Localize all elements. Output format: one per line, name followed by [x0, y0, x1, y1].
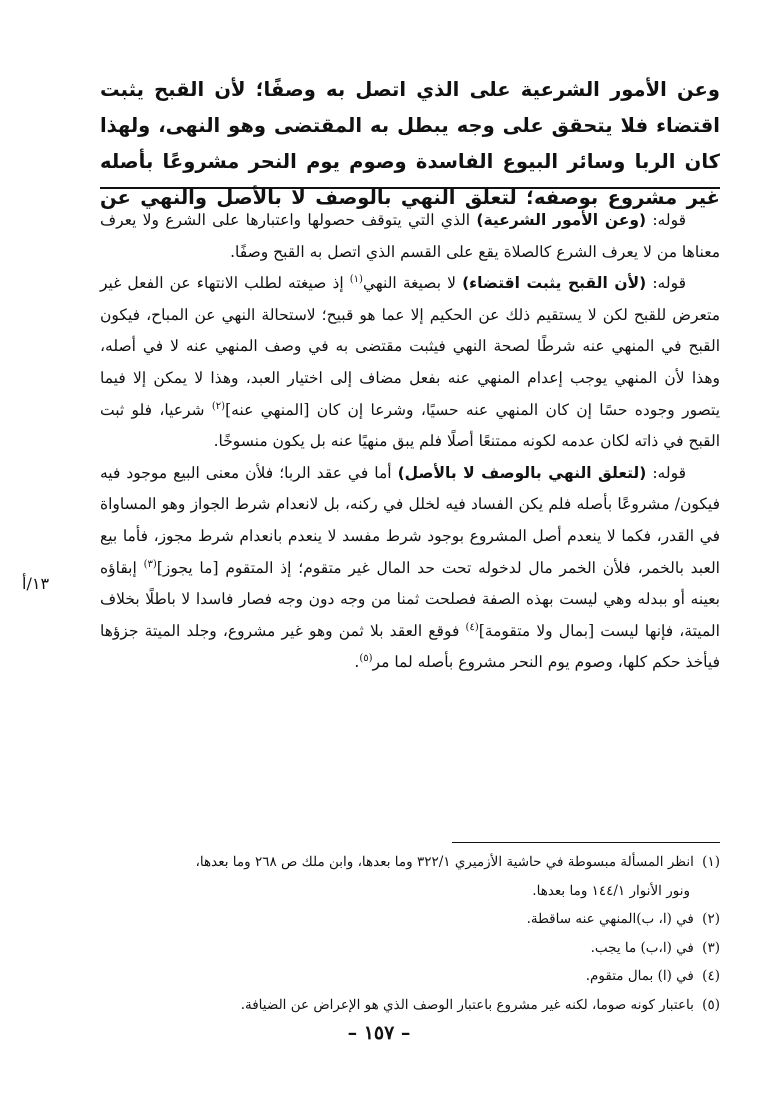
footnote-ref[interactable]: (٥)	[359, 653, 373, 665]
qawluh-label: قوله:	[652, 463, 686, 482]
bracketed-insert: [ما يجوز]	[156, 558, 219, 577]
sharh-commentary	[100, 205, 720, 679]
commentary-text: لا بصيغة النهي	[362, 274, 456, 293]
sharh-paragraph-3	[100, 458, 720, 679]
quoted-matn: (لأن القبح يثبت اقتضاء)	[462, 274, 647, 293]
qawluh-label: قوله:	[652, 274, 686, 293]
footnote	[100, 991, 720, 1020]
commentary-text: .	[354, 653, 360, 672]
footnote-ref[interactable]: (٢)	[211, 400, 226, 412]
footnote-text: باعتبار كونه صوما، لكنه غير مشروع باعتبار الوصف الذي هو الإعراض عن الضيافة.	[240, 996, 694, 1013]
footnote-ref[interactable]: (٤)	[465, 621, 479, 633]
footnotes	[100, 848, 720, 1019]
footnote-text: في (ا) بمال متقوم.	[585, 968, 694, 984]
commentary-text: إبقاؤه بعينه أو ببدله وهي ليست بهذه الصفة فصلحت ثمنا من وجه دون وجه فصار فاسدا لا باطلًا بخلاف الميتة، فإنها ليست	[100, 558, 720, 640]
quoted-matn: (لتعلق النهي بالوصف لا بالأصل)	[397, 463, 647, 482]
footnote	[100, 934, 720, 963]
matn-divider	[100, 187, 720, 189]
sharh-paragraph-1	[100, 205, 720, 268]
sharh-paragraph-2	[100, 268, 720, 458]
page-number: – ١٥٧ –	[347, 1022, 411, 1044]
commentary-text: فوقع العقد بلا ثمن وهو غير مشروع، وجلد الميتة جزؤها فيأخذ حكم كلها، وصوم يوم النحر مشروع بأصله لما مر	[100, 621, 720, 672]
footnote-text: في (ا،ب) ما يجب.	[590, 939, 694, 956]
footnote-divider	[452, 842, 720, 843]
commentary-text: الذي التي يتوقف حصولها واعتبارها على الشرع ولا يعرف معناها من لا يعرف الشرع كالصلاة يقع على القسم الذي اتصل به القبح وصفًا.	[100, 211, 720, 261]
qawluh-label: قوله:	[652, 211, 686, 229]
footnote-number: (٥)	[702, 996, 720, 1013]
footnote-text: انظر المسألة مبسوطة في حاشية الأزميري ٣٢٢/١ وما بعدها، وابن ملك ص ٢٦٨ وما بعدها،	[195, 854, 694, 870]
footnote	[100, 905, 720, 934]
footnote	[100, 962, 720, 991]
manuscript-folio-marker: ١٣/أ	[22, 574, 50, 593]
footnote-ref[interactable]: (١)	[349, 274, 363, 286]
commentary-text: شرعيا، فلو ثبت القبح في ذاته لكان عدمه لكونه ممتنعًا أصلًا فلم يبق منهيًا عنه بل يكون منسوخًا.	[100, 400, 720, 451]
footnote-number: (٤)	[702, 968, 720, 984]
footnote-text: في (ا، ب)المنهي عنه ساقطة.	[526, 911, 694, 927]
footnote-number: (٢)	[702, 911, 720, 927]
commentary-text: إذ صيغته لطلب الانتهاء عن الفعل غير متعرض للقبح لكن لا يستقيم ذلك عن الحكيم إلا عما هو قبيح؛ لاستحالة النهي عن المباح، فيكون القبح في المنهي عنه شرطًا لصحة النهي فيثبت مقتضى به في وصف المنهي عنه لا في أصله، وهذا لأن المنهي يوجب إعدام المنهي عنه بفعل مضاف إلى اختيار العبد، وهذا لا يمكن إلا فيما يتصور وجوده حسًا إن كان المنهي عنه حسيًا، وشرعا إن كان	[100, 274, 721, 419]
commentary-text: أما في عقد الربا؛ فلأن معنى البيع موجود فيه فيكون/ مشروعًا بأصله فلم يكن الفساد فيه لخلل في ركنه، بل لانعدام شرط الجواز وهو المساواة في القدر، فكما لا ينعدم أصل المشروع بوجود شرط مفسد لا ينعدم بانعدام شرط مجوز، فأما بيع العبد بالخمر، فلأن الخمر مال لدخوله تحت حد المال غير متقوم؛ إذ المتقوم	[100, 463, 720, 577]
footnote	[100, 848, 720, 877]
footnote-ref[interactable]: (٣)	[143, 558, 157, 570]
quoted-matn: (وعن الأمور الشرعية)	[476, 211, 647, 229]
footnote-number: (٣)	[702, 939, 720, 956]
matn-text: وعن الأمور الشرعية على الذي اتصل به وصفًا؛ لأن القبح يثبت اقتضاء فلا يتحقق على وجه يبطل به المقتضى وهو النهى، ولهذا كان الربا وسائر البيوع الفاسدة وصوم يوم النحر مشروعًا بأصله غير مشروع بوصفه؛ لتعلق النهي بالوصف لا بالأصل والنهي عن	[100, 78, 720, 209]
footnote-number: (١)	[702, 854, 720, 870]
footnote-continuation: ونور الأنوار ١٤٤/١ وما بعدها.	[532, 882, 690, 899]
bracketed-insert: [بمال ولا متقومة]	[478, 621, 595, 640]
bracketed-insert: [المنهي عنه]	[225, 400, 310, 419]
